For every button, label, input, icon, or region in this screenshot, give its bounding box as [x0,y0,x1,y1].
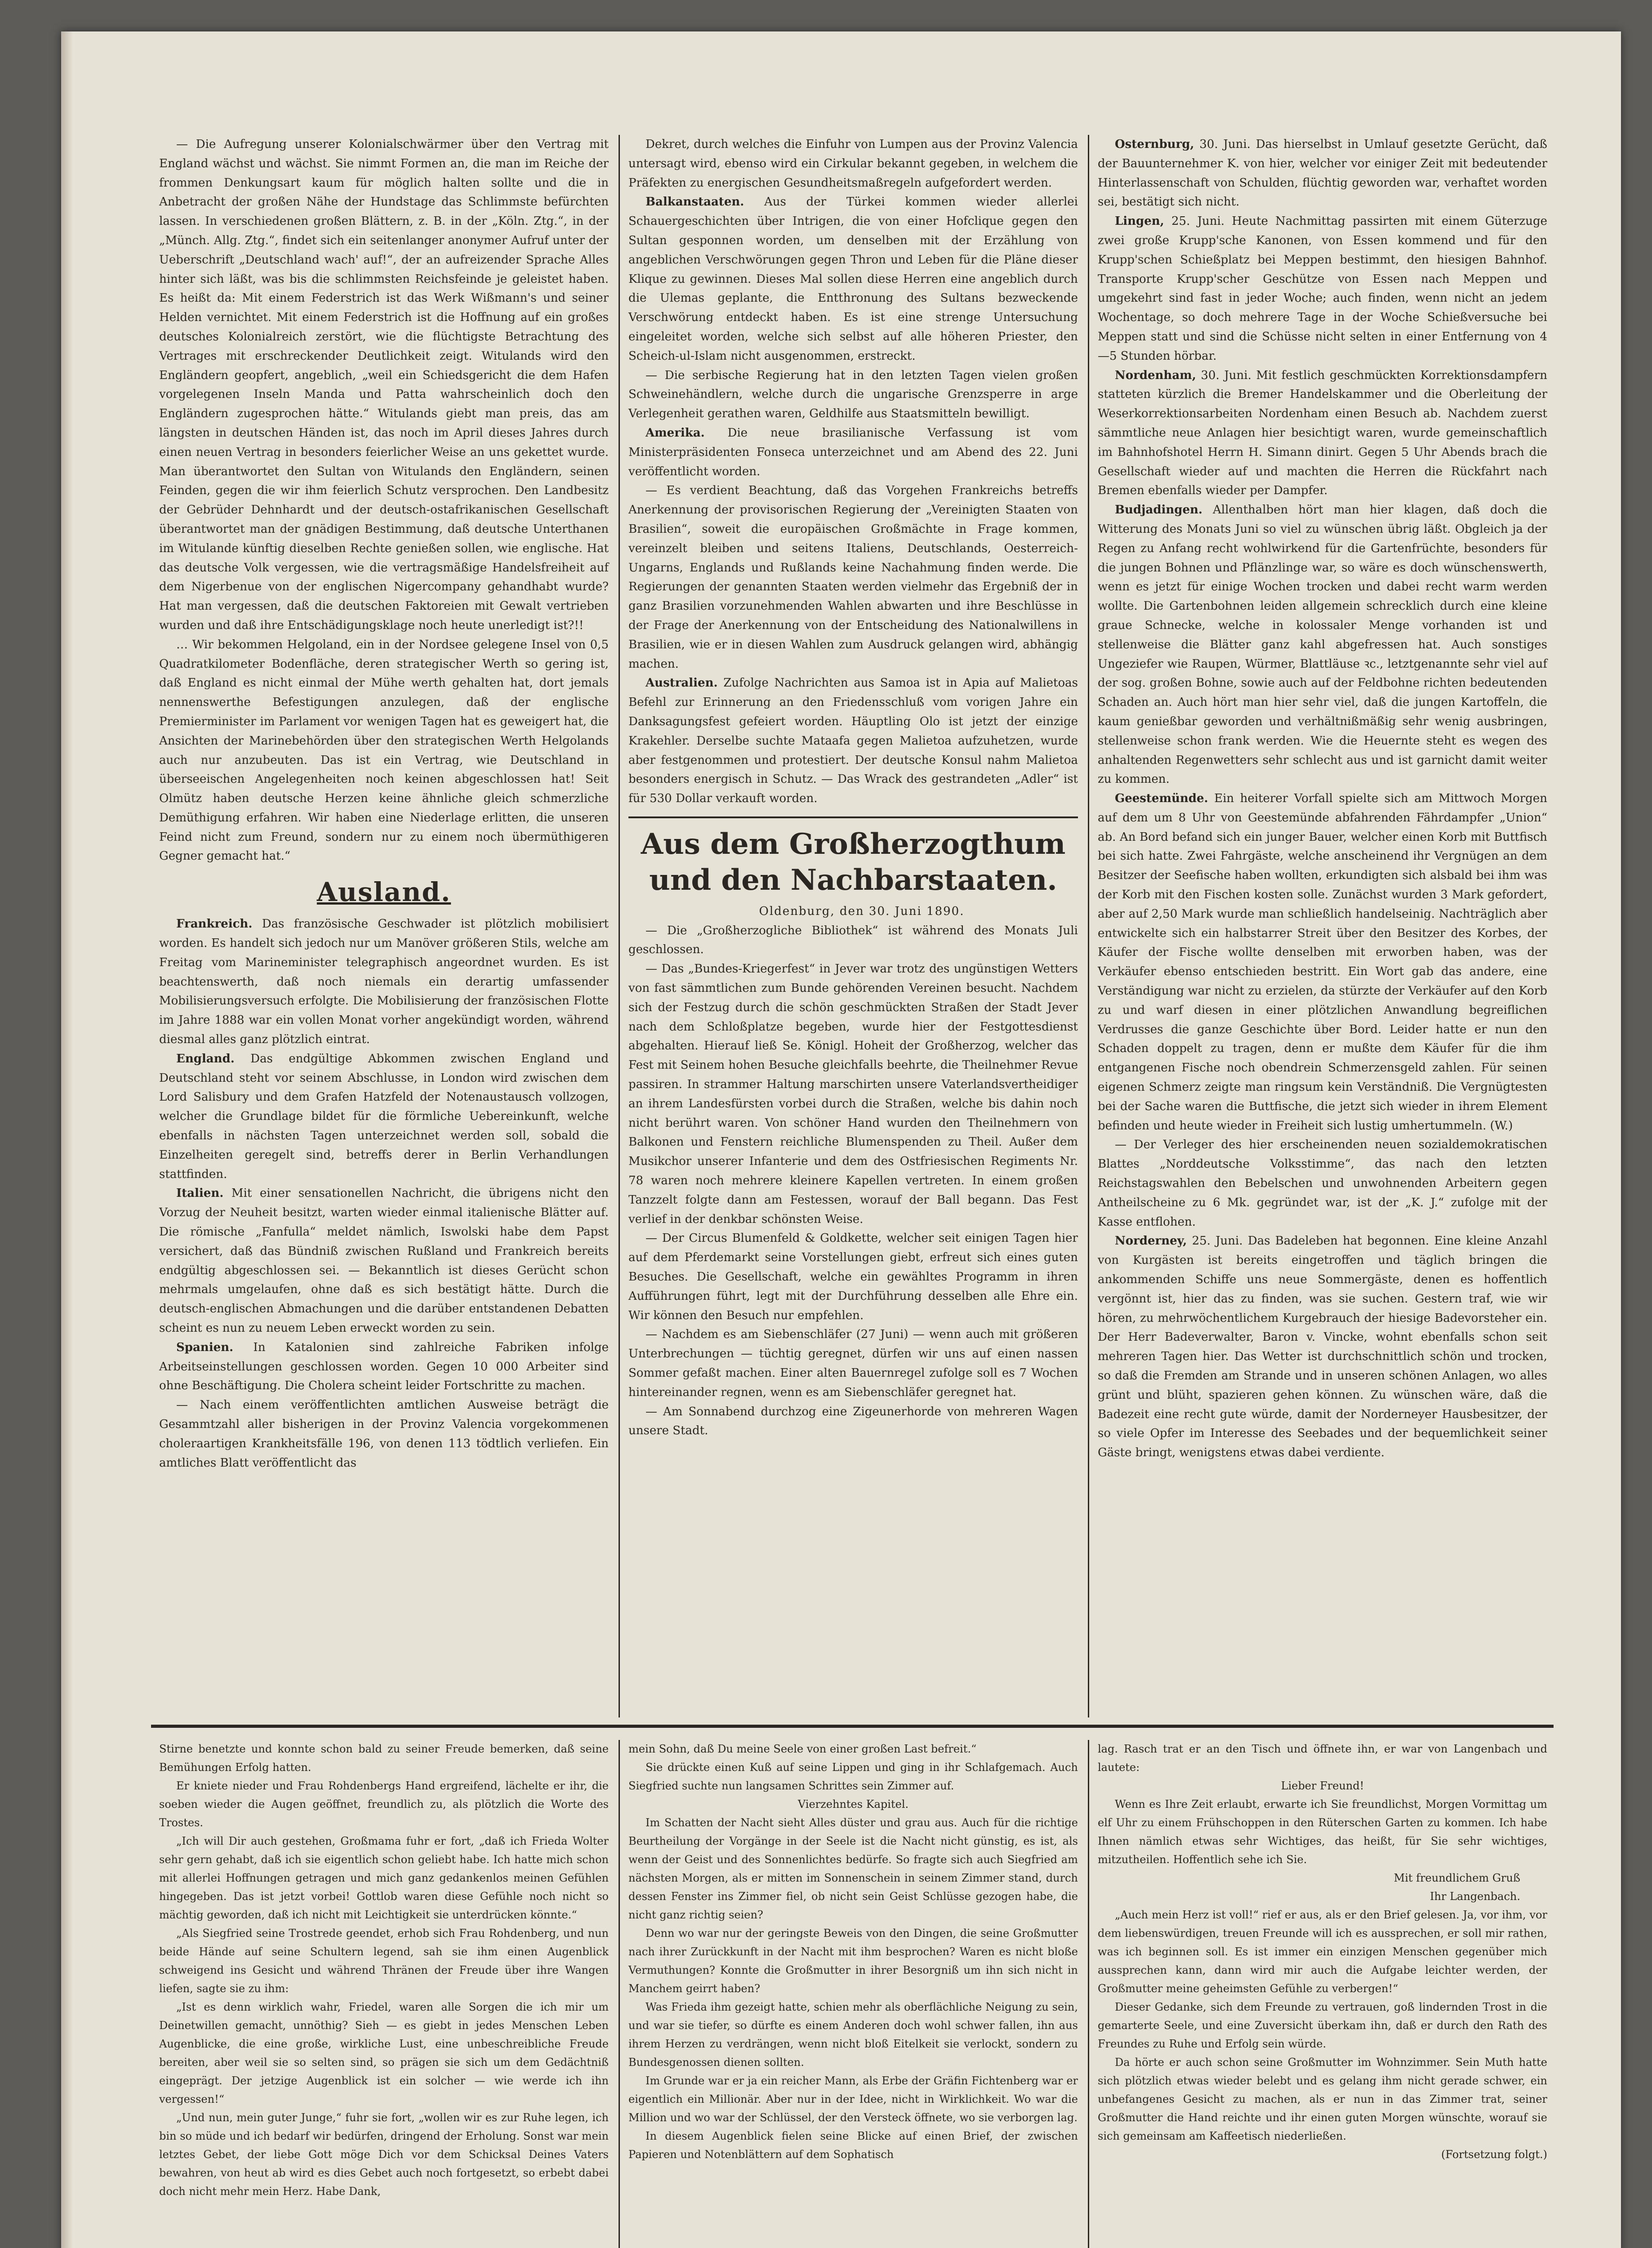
article-text: Die neue brasilianische Verfassung ist vom Ministerpräsidenten Fonseca unterzeichnet und am Abend des 22. Juni veröffentlicht worden. [628,426,1078,478]
article-paragraph [628,366,1078,424]
novel-paragraph: Da hörte er auch schon seine Großmutter im Wohnzimmer. Sein Muth hatte sich plötzlich etwas wieder belebt und es gelang ihm nicht gerade schwer, ein unbefangenes Gesicht zu machen, als er nun in das Zimmer trat, seiner Großmutter die Hand reichte und ihr einen guten Morgen wünschte, worauf sie sich gemeinsam am Kaffeetisch niederließen. [1098,2056,1547,2142]
article-paragraph [159,1184,609,1338]
article-text: Dekret, durch welches die Einfuhr von Lumpen aus der Provinz Valencia untersagt wird, ebenso wird ein Cirkular bekannt gegeben, in welchem die Präfekten zu energischen Gesundheitsmaßregeln aufgefordert werden. [628,138,1078,190]
article-paragraph [628,921,1078,960]
article-text: 30. Juni. Das hierselbst in Umlauf gesetzte Gerücht, daß der Bauunternehmer K. von hier, welcher vor einiger Zeit mit bedeutender Hinterlassenschaft von Schulden, flüchtig geworden war, verhaftet worden sei, bestätigt sich nicht. [1098,138,1547,209]
article-paragraph [159,1049,609,1184]
novel-paragraph: Im Schatten der Nacht sieht Alles düster und grau aus. Auch für die richtige Beurtheilung der Vorgänge in der Seele ist die Nacht nicht günstig, es ist, als wenn der Geist und des Sonnenlichtes bedürfe. So fragte sich auch Siegfried am nächsten Morgen, als er mitten im Sonnenschein in seinem Zimmer stand, durch dessen Fenster ins Zimmer fiel, ob nicht sein Geist Schlüsse gezogen habe, die nicht ganz richtig seien? [628,1816,1078,1921]
novel-paragraph: „Ich will Dir auch gestehen, Großmama fuhr er fort, „daß ich Frieda Wolter sehr gern gehabt, daß ich sie eigentlich schon geliebt habe. Ich hatte mich schon mit allerlei Hoffnungen getragen und mich ganz gedankenlos meinen Gefühlen hingegeben. Das ist jetzt vorbei! Gottlob waren diese Gefühle noch nicht so mächtig geworden, daß ich nicht mit Leichtigkeit sie unterdrücken könnte.“ [159,1835,609,1921]
article-text: Ein heiterer Vorfall spielte sich am Mittwoch Morgen auf dem um 8 Uhr von Geestemünde abfahrenden Fährdampfer „Union“ ab. An Bord befand sich ein junger Bauer, welcher einen Korb mit Buttfisch bei sich hatte. Zwei Fahrgäste, welche anscheinend ihr Vergnügen an dem Besitzer der Seefische haben wollten, erkundigten sich alsbald bei ihm was der Korb mit den Fischen kosten solle. Zunächst wurden 3 Mark gefordert, aber auf 2,50 Mark wurde man schließlich handelseinig. Nachträglich aber entwickelte sich ein halbstarrer Streit über den Besitzer des Korbes, der Käufer der Fische wollte denselben mit erworben haben, was der Verkäufer ebenso entschieden bestritt. Ein Wort gab das andere, eine Verständigung war nicht zu erzielen, da stürzte der Verkäufer auf den Korb zu und warf diesen in einer plötzlichen Anwandlung begreiflichen Verdrusses die ganze Geschichte über Bord. Leider hatte er nun den Schaden doppelt zu tragen, denn er mußte dem Käufer für die ihm entgangenen Fische noch obendrein Schmerzensgeld zahlen. Für seinen eigenen Schmerz zeigte man ringsum kein Verständniß. Die Vergnügtesten bei der Sache waren die Buttfische, die jetzt sich wieder in ihrem Element befinden und heute wieder in Freiheit sich lustig umhertummeln. (W.) [1098,792,1547,1133]
novel-paragraph: Was Frieda ihm gezeigt hatte, schien mehr als oberflächliche Neigung zu sein, und war sie tiefer, so dürfte es einem Anderen doch wohl schwer fallen, ihn aus ihrem Herzen zu verdrängen, wenn nicht bloß Eitelkeit sie verlockt, sondern zu Bundesgenossen dienen sollten. [628,2001,1078,2069]
dateline-keyword: Amerika. [646,426,705,440]
article-paragraph [628,192,1078,366]
novel-paragraph: Denn wo war nur der geringste Beweis von den Dingen, die seine Großmutter nach ihrer Zurückkunft in der Nacht mit ihm besprochen? Waren es nicht bloße Vermuthungen? Konnte die Großmutter in ihrer Besorgniß um ihn sich nicht in Manchem geirrt haben? [628,1927,1078,1995]
article-paragraph [1098,366,1547,501]
article-paragraph [1098,500,1547,789]
article-text: — Die „Großherzogliche Bibliothek“ ist während des Monats Juli geschlossen. [628,923,1078,957]
article-paragraph [628,135,1078,192]
article-paragraph [159,1396,609,1472]
novel-paragraph: Wenn es Ihre Zeit erlaubt, erwarte ich Sie freundlichst, Morgen Vormittag um elf Uhr zu einem Frühschoppen in den Rüterschen Garten zu kommen. Ich habe Ihnen nämlich etwas sehr Wichtiges, das heißt, für Sie sehr wichtiges, mitzutheilen. Hoffentlich sehe ich Sie. [1098,1798,1547,1866]
feuilleton-column-2 [628,1740,1078,2164]
novel-paragraph: lag. Rasch trat er an den Tisch und öffnete ihn, er war von Langenbach und lautete: [1098,1743,1547,1774]
dateline: Oldenburg, den 30. Juni 1890. [759,904,965,918]
column-rule [1088,135,1089,1717]
article-paragraph: … Wir bekommen Helgoland, ein in der Nordsee gelegene Insel von 0,5 Quadratkilometer Bodenfläche, deren strategischer Werth so gering ist, daß England es nicht einmal der Mühe werth gehalten hat, dort jemals nennenswerthe Befestigungen anzulegen, daß der englische Premierminister im Parlament vor wenigen Tagen hat es geweigert hat, die Ansichten der Marinebehörden über den strategischen Werth Helgolands auch nur anzubeuten. Das ist ein Vertrag, wie Deutschland in überseeischen Angelegenheiten noch keinen abgeschlossen hat! Seit Olmütz haben deutsche Herzen keine ähnliche gleich schmerzliche Demüthigung erfahren. Wir haben eine Niederlage erlitten, die unseren Feind nicht zum Freund, sondern nur zu einem noch übermüthigeren Gegner gemacht hat.“ [159,638,609,863]
upper-column-1 [159,135,609,1472]
article-paragraph [159,914,609,1049]
novel-paragraph: Stirne benetzte und konnte schon bald zu seiner Freude bemerken, daß seine Bemühungen Erfolg hatten. [159,1743,609,1774]
article-paragraph [1098,135,1547,212]
feuilleton-column-3 [1098,1740,1547,2164]
article-paragraph [1098,212,1547,366]
article-paragraph [628,1229,1078,1325]
section-heading-ausland: Ausland. [316,877,451,908]
article-text: — Die serbische Regierung hat in den letzten Tagen vielen großen Schweinehändlern, welche durch die ungarische Grenzsperre in arge Verlegenheit gerathen waren, Geldhilfe aus Staatsmitteln bewilligt. [628,368,1078,421]
article-text: — Am Sonnabend durchzog eine Zigeunerhorde von mehreren Wagen unsere Stadt. [628,1405,1078,1438]
article-text: — Der Verleger des hier erscheinenden neuen sozialdemokratischen Blattes „Norddeutsche Volksstimme“, das nach den letzten Reichstagswahlen den Bebelschen und unwohnenden Arbeitern gegen Antheilscheine zu 6 Mk. gegründet war, ist der „K. J.“ zufolge mit der Kasse entflohen. [1098,1138,1547,1229]
novel-paragraph: Im Grunde war er ja ein reicher Mann, als Erbe der Gräfin Fichtenberg war er eigentlich ein Millionär. Aber nur in der Idee, nicht in Wirklichkeit. Wo war die Million und wo war der Schlüssel, der den Versteck öffnete, wo sie verborgen lag. [628,2074,1078,2124]
dateline-keyword: Budjadingen. [1115,503,1202,517]
feuilleton-column-1 [159,1740,609,2201]
article-paragraph [1098,1231,1547,1463]
dateline-keyword: England. [176,1052,235,1066]
article-text: 25. Juni. Das Badeleben hat begonnen. Eine kleine Anzahl von Kurgästen ist bereits eingetroffen und täglich bringen die ankommenden Schiffe uns neue Sommergäste, denen es hoffentlich vergönnt ist, hier das zu finden, was sie suchen. Gestern traf, wie wir hören, zu mehrwöchentlichem Kurgebrauch der hiesige Badevorsteher ein. Der Herr Badeverwalter, Baron v. Vincke, wohnt ebenfalls schon seit mehreren Tagen hier. Das Wetter ist durchschnittlich schön und trocken, so daß die Fremden am Strande und in unseren schönen Anlagen, wo alles grünt und blüht, spazieren gehen können. Zu wünschen wäre, daß die Badezeit eine recht gute würde, damit der Norderneyer Hausbesitzer, der so viele Opfer im Interesse des Seebades und der bequemlichkeit seiner Gäste bringt, wenigstens etwas dabei verdiente. [1098,1234,1547,1460]
column-rule [1088,1740,1089,2248]
section-heading-grossherzogthum: Aus dem Großherzogthum und den Nachbarstaaten. [641,827,1066,897]
article-text: Zufolge Nachrichten aus Samoa ist in Apia auf Malietoas Befehl zur Erinnerung an den Friedensschluß vom vorigen Jahre ein Danksagungsfest gefeiert worden. Häuptling Olo ist jetzt der einzige Krakehler. Derselbe suchte Mataafa gegen Malietoa aufzuhetzen, wurde aber festgenommen und protestiert. Der deutsche Konsul nahm Malietoa besonders energisch in Schutz. — Das Wrack des gestrandeten „Adler“ ist für 530 Dollar verkauft worden. [628,676,1078,806]
novel-paragraph: Mit freundlichem Gruß [1394,1872,1520,1884]
article-text: Das endgültige Abkommen zwischen England und Deutschland steht vor seinem Abschlusse, in London wird zwischen dem Lord Salisbury und dem Grafen Hatzfeld der Notenaustausch vollzogen, welcher die Grundlage bildet für die förmliche Uebereinkunft, welche ebenfalls in nächsten Tagen unterzeichnet werden soll, sobald die Einzelheiten geregelt sind, betreffs derer in Berlin Verhandlungen stattfinden. [159,1052,609,1181]
dateline-keyword: Geestemünde. [1115,792,1208,806]
article-text: 30. Juni. Mit festlich geschmückten Korrektionsdampfern statteten kürzlich die Bremer Handelskammer und die Oberleitung der Weserkorrektionsarbeiten Nordenham einen Besuch ab. Nachdem zuerst sämmtliche neue Anlagen hier besichtigt waren, wurde gemeinschaftlich im Bahnhofshotel Herrn H. Simann dinirt. Gegen 5 Uhr Abends brach die Gesellschaft wieder auf und machten die Herren die Rückfahrt nach Bremen ebenfalls wieder per Dampfer. [1098,368,1547,498]
chapter-heading: Vierzehntes Kapitel. [797,1798,909,1811]
dateline-keyword: Norderney, [1115,1234,1187,1248]
novel-paragraph: „Ist es denn wirklich wahr, Friedel, waren alle Sorgen die ich mir um Deinetwillen gemacht, unnöthig? Sieh — es giebt in jedes Menschen Leben Augenblicke, die eine große, wirkliche Lust, eine unbeschreibliche Freude bereiten, aber weil sie so selten sind, so prägen sie sich um dem Gedächtniß eingeprägt. Der jetzige Augenblick ist ein solcher — wie werde ich ihn vergessen!“ [159,2001,609,2105]
novel-paragraph: In diesem Augenblick fielen seine Blicke auf einen Brief, der zwischen Papieren und Notenblättern auf dem Sophatisch [628,2130,1078,2161]
upper-column-2 [628,135,1078,1441]
feuilleton-rule [151,1725,1554,1728]
novel-paragraph: Dieser Gedanke, sich dem Freunde zu vertrauen, goß lindernden Trost in die gemarterte Seele, und eine Zuversicht überkam ihn, daß er durch den Rath des Freundes zu Ruhe und Erfolg sein würde. [1098,2001,1547,2050]
article-text: — Das „Bundes-Kriegerfest“ in Jever war trotz des ungünstigen Wetters von fast sämmtlichen zum Bunde gehörenden Vereinen besucht. Nachdem sich der Festzug durch die schön geschmückten Straßen der Stadt Jever nach dem Schloßplatze begeben, wurde hier der Festgottesdienst abgehalten. Hierauf ließ Se. Königl. Hoheit der Großherzog, welcher das Fest mit Seinem hohen Besuche gleichfalls beehrte, die Theilnehmer Revue passiren. In strammer Haltung marschirten unsere Vaterlandsvertheidiger an ihrem Landesfürsten vorbei durch die Straßen, welche bis dahin noch nicht berührt waren. Von schöner Hand wurden den Theilnehmern von Balkonen und Fenstern reichliche Blumenspenden zu Theil. Außer dem Musikchor unserer Infanterie und dem des Ostfriesischen Regiments Nr. 78 waren noch mehrere kleinere Kapellen vertreten. In einem großen Tanzzelt folgte dann am Festessen, worauf der Ball begann. Das Fest verlief in der denkbar schönsten Weise. [628,962,1078,1226]
dateline-keyword: Nordenham, [1115,368,1196,382]
article-text: Das französische Geschwader ist plötzlich mobilisiert worden. Es handelt sich jedoch nur um Manöver größeren Stils, welche am Freitag vom Marineminister telegraphisch angeordnet wurden. Es ist beachtenswerth, daß noch niemals ein derartig umfassender Mobilisierungsversuch erfolgte. Die Mobilisierung der französischen Flotte im Jahre 1888 war ein vollen Monat vorher angekündigt worden, während diesmal alles ganz plötzlich eintrat. [159,917,609,1047]
article-paragraph [628,674,1078,808]
article-text: — Es verdient Beachtung, daß das Vorgehen Frankreichs betreffs Anerkennung der provisorischen Regierung der „Vereinigten Staaten von Brasilien“, soweit die europäischen Großmächte in Frage kommen, vereinzelt bleiben und seitens Italiens, Deutschlands, Oesterreich-Ungarns, Englands und Rußlands keine Nachahmung finden werde. Die Regierungen der genannten Staaten werden vielmehr das Ergebniß der in ganz Brasilien vorzunehmenden Wahlen abwarten und ihre Beschlüsse in der Frage der Anerkennung von der Entscheidung des Nationalwillens in Brasilien, wie er in diesen Wahlen zum Ausdruck gelangen wird, abhängig machen. [628,484,1078,671]
novel-paragraph: Sie drückte einen Kuß auf seine Lippen und ging in ihr Schlafgemach. Auch Siegfried suchte nun langsamen Schrittes sein Zimmer auf. [628,1761,1078,1792]
article-text: Mit einer sensationellen Nachricht, die übrigens nicht den Vorzug der Neuheit besitzt, warten wieder einmal italienische Blätter auf. Die römische „Fanfulla“ meldet nämlich, Iswolski habe dem Papst versichert, daß das Bündniß zwischen Rußland und Frankreich bereits endgültig abgeschlossen sei. — Bekanntlich ist dieses Gerücht schon mehrmals umgelaufen, ohne daß es sich bestätigt hätte. Durch die deutsch-englischen Abmachungen und die darüber entstandenen Debatten scheint es nun zu neuem Leben erweckt worden zu sein. [159,1186,609,1335]
dateline-keyword: Osternburg, [1115,138,1194,151]
article-text: In Katalonien sind zahlreiche Fabriken infolge Arbeitseinstellungen geschlossen worden. Gegen 10 000 Arbeiter sind ohne Beschäftigung. Die Cholera scheint leider Fortschritte zu machen. [159,1340,609,1393]
dateline-keyword: Australien. [646,676,718,690]
dateline-keyword: Lingen, [1115,214,1164,228]
article-paragraph [1098,789,1547,1135]
article-text: Allenthalben hört man hier klagen, daß doch die Witterung des Monats Juni so viel zu wünschen übrig läßt. Obgleich ja der Regen zu Anfang recht wohlwirkend für die Gartenfrüchte, besonders für die jungen Bohnen und Pflänzlinge war, so wäre es doch wünschenswerth, wenn es jetzt für einige Wochen trocken und dabei recht warm werden wollte. Die Gartenbohnen leiden allgemein schrecklich durch eine kleine graue Schnecke, welche in kolossaler Menge vorhanden ist und stellenweise die Blätter ganz kahl abgefressen hat. Auch sonstiges Ungeziefer wie Raupen, Würmer, Blattläuse ꝛc., letztgenannte sehr viel auf der sog. großen Bohne, sowie auch auf der Feldbohne richten bedeutenden Schaden an. Auch hört man hier sehr viel, daß die jungen Kartoffeln, die kaum genießbar geworden und verhältnißmäßig sehr wenig ausbringen, stellenweise schon frank werden. Wie die Heuernte steht es wegen des anhaltenden Regenwetters sehr schlecht aus und ist garnicht damit weiter zu kommen. [1098,503,1547,786]
newspaper-page [61,31,1621,2248]
section-rule [628,816,1078,818]
article-text: Aus der Türkei kommen wieder allerlei Schauergeschichten über Intrigen, die von einer Hofclique gegen den Sultan gesponnen worden, um denselben mit der Erzählung von angeblichen Verschwörungen gegen Thron und Leben für die Pläne dieser Klique zu gewinnen. Dieses Mal sollen diese Herren eine angeblich durch die Ulemas geplante, die Entthronung des Sultans bezweckende Verschwörung entdeckt haben. Es ist eine strenge Untersuchung eingeleitet worden, welche sich selbst auf alle höheren Priester, den Scheich-ul-Islam nicht ausgenommen, erstreckt. [628,195,1078,363]
article-paragraph [628,959,1078,1229]
column-rule [619,1740,620,2248]
dateline-keyword: Balkanstaaten. [646,195,744,209]
novel-paragraph: Ihr Langenbach. [1430,1890,1520,1903]
article-paragraph: — Die Aufregung unserer Kolonialschwärmer über den Vertrag mit England wächst und wächst. Sie nimmt Formen an, die man im Reiche der frommen Denkungsart kaum für möglich halten sollte und die in Anbetracht der großen Nähe der Hundstage das Schlimmste befürchten lassen. In verschiedenen großen Blättern, z. B. in der „Köln. Ztg.“, in der „Münch. Allg. Ztg.“, findet sich ein seitenlanger anonymer Aufruf unter der Ueberschrift „Deutschland wach' auf!“, der an aufreizender Sprache Alles hinter sich läßt, was bis die schlimmsten Reichsfeinde je geleistet haben. Es heißt da: Mit einem Federstrich ist das Werk Wißmann's und seiner Helden vernichtet. Mit einem Federstrich ist die Hoffnung auf ein großes deutsches Kolonialreich zerstört, wie die flüchtigste Betrachtung des Vertrages mit erschreckender Deutlichkeit zeigt. Witulands wird den Engländern geopfert, angeblich, „weil ein Schiedsgericht die dem Hafen vorgelegenen Inseln Manda und Patta wahrscheinlich doch den Engländern zugesprochen hätte.“ Witulands giebt man preis, das am längsten in deutschen Händen ist, das noch im April dieses Jahres durch einen neuen Vertrag in besonders feierlicher Weise an uns gekettet wurde. Man überantwortet den Sultan von Witulands den Engländern, seinen Feinden, gegen die wir ihm feierlich Schutz versprochen. Den Landbesitz der Gebrüder Dehnhardt und der deutsch-ostafrikanischen Gesellschaft überantwortet man der gnädigen Bestimmung, daß deutsche Unterthanen im Witulande künftig dieselben Rechte genießen sollen, wie englische. Hat das deutsche Volk vergessen, wie die vertragsmäßige Handelsfreiheit auf dem Nigerbenue von der englischen Nigercompany gehandhabt wurde? Hat man vergessen, daß die deutschen Faktoreien mit Gewalt vertrieben wurden und daß ihre Entschädigungsklage noch heute unerledigt ist?!! [159,138,609,632]
column-rule [619,135,620,1717]
upper-column-3 [1098,135,1547,1463]
novel-paragraph: Lieber Freund! [1281,1780,1364,1792]
article-text: 25. Juni. Heute Nachmittag passirten mit einem Güterzuge zwei große Krupp'sche Kanonen, von Essen kommend und für den Krupp'schen Schießplatz bei Meppen bestimmt, den hiesigen Bahnhof. Transporte Krupp'scher Geschütze von Essen nach Meppen und umgekehrt sind fast in jeder Woche; auch finden, wenn nicht an jedem Wochentage, so doch mehrere Tage in der Woche Schießversuche bei Meppen statt und sind die Schüsse nicht selten in einer Entfernung von 4—5 Stunden hörbar. [1098,214,1547,363]
article-paragraph [628,1402,1078,1441]
dateline-keyword: Italien. [176,1186,224,1200]
article-text: — Nachdem es am Siebenschläfer (27 Juni) — wenn auch mit größeren Unterbrechungen — tüchtig geregnet, dürfen wir uns auf einen nassen Sommer gefaßt machen. Einer alten Bauernregel zufolge soll es 7 Wochen hintereinander regnen, wenn es am Siebenschläfer geregnet hat. [628,1328,1078,1399]
article-paragraph [628,424,1078,481]
continuation-note: (Fortsetzung folgt.) [1441,2148,1547,2161]
novel-paragraph: „Auch mein Herz ist voll!“ rief er aus, als er den Brief gelesen. Ja, vor ihm, vor dem liebenswürdigen, treuen Freunde will ich es aussprechen, er soll mir rathen, was ich beginnen soll. Es ist immer ein einzigen Menschen gegenüber mich aussprechen kann, dann wird mir auch die Aufgabe leichter werden, der Großmutter meine geheimsten Gefühle zu verbergen!“ [1098,1909,1547,1995]
novel-paragraph: „Als Siegfried seine Trostrede geendet, erhob sich Frau Rohdenberg, und nun beide Hände auf seine Schultern legend, sah sie ihm einen Augenblick schweigend ins Gesicht und während Thränen der Freude über ihre Wangen liefen, sagte sie zu ihm: [159,1927,609,1995]
page-shadow-edge [61,31,73,2248]
article-paragraph [628,481,1078,674]
article-text: — Nach einem veröffentlichten amtlichen Ausweise beträgt die Gesammtzahl aller bisherigen in der Provinz Valencia vorgekommenen choleraartigen Krankheitsfälle 196, von denen 113 tödtlich verliefen. Ein amtliches Blatt veröffentlicht das [159,1398,609,1470]
dateline-keyword: Spanien. [176,1340,234,1354]
article-paragraph [628,1325,1078,1402]
novel-paragraph: „Und nun, mein guter Junge,“ fuhr sie fort, „wollen wir es zur Ruhe legen, ich bin so müde und ich bedarf wir bedürfen, dringend der Erholung. Sonst war mein letztes Gebet, der liebe Gott möge Dich vor dem Schicksal Deines Vaters bewahren, von heut ab wird es dies Gebet auch noch fortgesetzt, so erbebt dabei doch nicht mehr mein Herz. Habe Dank, [159,2111,609,2198]
article-paragraph [159,1338,609,1396]
dateline-keyword: Frankreich. [176,917,253,931]
article-paragraph [1098,1135,1547,1231]
novel-paragraph: mein Sohn, daß Du meine Seele von einer großen Last befreit.“ [628,1743,977,1755]
article-text: — Der Circus Blumenfeld & Goldkette, welcher seit einigen Tagen hier auf dem Pferdemarkt seine Vorstellungen giebt, erfreut sich eines guten Besuches. Die Gesellschaft, welche ein gewähltes Programm in ihren Aufführungen führt, legt mit der Durchführung desselben alle Ehre ein. Wir können den Besuch nur empfehlen. [628,1231,1078,1322]
novel-paragraph: Er kniete nieder und Frau Rohdenbergs Hand ergreifend, lächelte er ihr, die soeben wieder die Augen geöffnet, freundlich zu, als plötzlich die Worte des Trostes. [159,1780,609,1829]
